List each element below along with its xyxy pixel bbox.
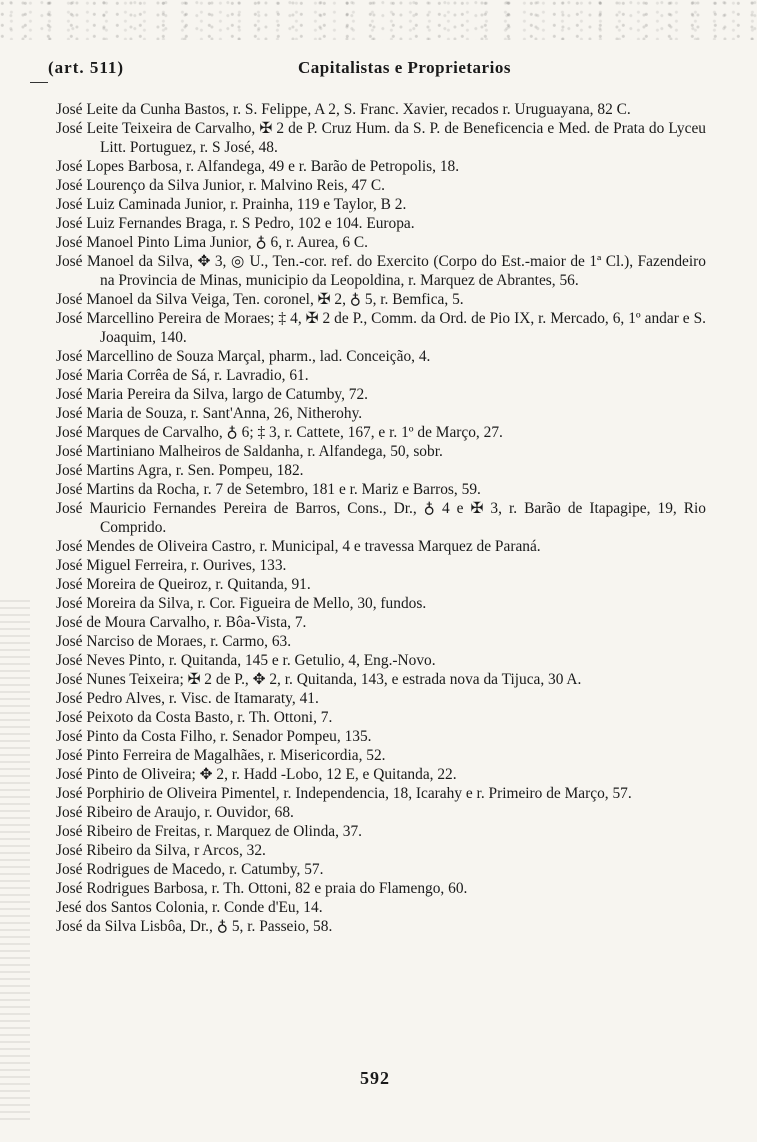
list-item: José Moreira de Queiroz, r. Quitanda, 91. xyxy=(56,576,311,593)
list-item: José Marcellino de Souza Marçal, pharm., lad. Conceição, 4. xyxy=(56,348,431,365)
list-item: José da Silva Lisbôa, Dr., ♁ 5, r. Passeio, 58. xyxy=(56,918,333,935)
header-rule xyxy=(30,82,48,83)
list-item: José de Moura Carvalho, r. Bôa-Vista, 7. xyxy=(56,614,307,631)
list-item: José Maria Corrêa de Sá, r. Lavradio, 61. xyxy=(56,367,309,384)
list-item: José Martiniano Malheiros de Saldanha, r. Alfandega, 50, sobr. xyxy=(56,443,443,460)
list-item: José Ribeiro de Freitas, r. Marquez de Olinda, 37. xyxy=(56,823,363,840)
page-header xyxy=(28,58,688,82)
list-item: José Peixoto da Costa Basto, r. Th. Ottoni, 7. xyxy=(56,709,333,726)
list-item: José Leite da Cunha Bastos, r. S. Felippe, A 2, S. Franc. Xavier, recados r. Uruguayana, 82 C. xyxy=(56,101,631,118)
list-item: José Rodrigues Barbosa, r. Th. Ottoni, 82 e praia do Flamengo, 60. xyxy=(56,880,468,897)
page-number: 592 xyxy=(360,1068,390,1088)
list-item: José Lopes Barbosa, r. Alfandega, 49 e r. Barão de Petropolis, 18. xyxy=(56,158,460,175)
list-item: José Moreira da Silva, r. Cor. Figueira de Mello, 30, fundos. xyxy=(56,595,427,612)
page-edge-shadow xyxy=(0,600,30,1120)
list-item: José Luiz Fernandes Braga, r. S Pedro, 102 e 104. Europa. xyxy=(56,215,415,232)
list-item: José Miguel Ferreira, r. Ourives, 133. xyxy=(56,557,287,574)
list-item: José Marcellino Pereira de Moraes; ‡ 4, ✠ 2 de P., Comm. da Ord. de Pio IX, r. Mercado, 6, 1º andar e S. Joaquim, 140. xyxy=(56,310,706,346)
list-item: José Nunes Teixeira; ✠ 2 de P., ✥ 2, r. Quitanda, 143, e estrada nova da Tijuca, 30 A. xyxy=(56,671,582,688)
entry-list xyxy=(56,100,706,936)
list-item: José Porphirio de Oliveira Pimentel, r. Independencia, 18, Icarahy e r. Primeiro de Março, 57. xyxy=(56,785,632,802)
page-speckle xyxy=(0,0,757,40)
article-label: (art. 511) xyxy=(48,58,125,77)
list-item: José Luiz Caminada Junior, r. Prainha, 119 e Taylor, B 2. xyxy=(56,196,407,213)
list-item: José Maria Pereira da Silva, largo de Catumby, 72. xyxy=(56,386,369,403)
list-item: José Martins Agra, r. Sen. Pompeu, 182. xyxy=(56,462,304,479)
list-item: José Rodrigues de Macedo, r. Catumby, 57. xyxy=(56,861,324,878)
list-item: José Pinto Ferreira de Magalhães, r. Misericordia, 52. xyxy=(56,747,386,764)
list-item: José Pinto de Oliveira; ✥ 2, r. Hadd -Lobo, 12 E, e Quitanda, 22. xyxy=(56,766,457,783)
list-item: José Ribeiro da Silva, r Arcos, 32. xyxy=(56,842,266,859)
list-item: José Ribeiro de Araujo, r. Ouvidor, 68. xyxy=(56,804,294,821)
list-item: José Neves Pinto, r. Quitanda, 145 e r. Getulio, 4, Eng.-Novo. xyxy=(56,652,436,669)
list-item: José Pedro Alves, r. Visc. de Itamaraty, 41. xyxy=(56,690,319,707)
list-item: José Manoel Pinto Lima Junior, ♁ 6, r. Aurea, 6 C. xyxy=(56,234,369,251)
list-item: José Leite Teixeira de Carvalho, ✠ 2 de P. Cruz Hum. da S. P. de Beneficencia e Med. de Prata do Lyceu Litt. Portuguez, r. S José, 48. xyxy=(56,120,706,156)
list-item: José Mauricio Fernandes Pereira de Barros, Cons., Dr., ♁ 4 e ✠ 3, r. Barão de Itapagipe, 19, Rio Comprido. xyxy=(56,500,706,536)
list-item: José Manoel da Silva Veiga, Ten. coronel, ✠ 2, ♁ 5, r. Bemfica, 5. xyxy=(56,291,464,308)
page-title: Capitalistas e Proprietarios xyxy=(298,58,511,77)
list-item: Jesé dos Santos Colonia, r. Conde d'Eu, 14. xyxy=(56,899,323,916)
list-item: José Mendes de Oliveira Castro, r. Municipal, 4 e travessa Marquez de Paraná. xyxy=(56,538,541,555)
list-item: José Manoel da Silva, ✥ 3, ◎ U., Ten.-cor. ref. do Exercito (Corpo do Est.-maior de 1ª Cl.), Fazendeiro na Provincia de Minas, municipio da Leopoldina, r. Marquez de Abrantes, 56. xyxy=(56,253,706,289)
list-item: José Maria de Souza, r. Sant'Anna, 26, Nitherohy. xyxy=(56,405,363,422)
list-item: José Martins da Rocha, r. 7 de Setembro, 181 e r. Mariz e Barros, 59. xyxy=(56,481,481,498)
list-item: José Pinto da Costa Filho, r. Senador Pompeu, 135. xyxy=(56,728,372,745)
list-item: José Lourenço da Silva Junior, r. Malvino Reis, 47 C. xyxy=(56,177,385,194)
list-item: José Marques de Carvalho, ♁ 6; ‡ 3, r. Cattete, 167, e r. 1º de Março, 27. xyxy=(56,424,503,441)
list-item: José Narciso de Moraes, r. Carmo, 63. xyxy=(56,633,292,650)
